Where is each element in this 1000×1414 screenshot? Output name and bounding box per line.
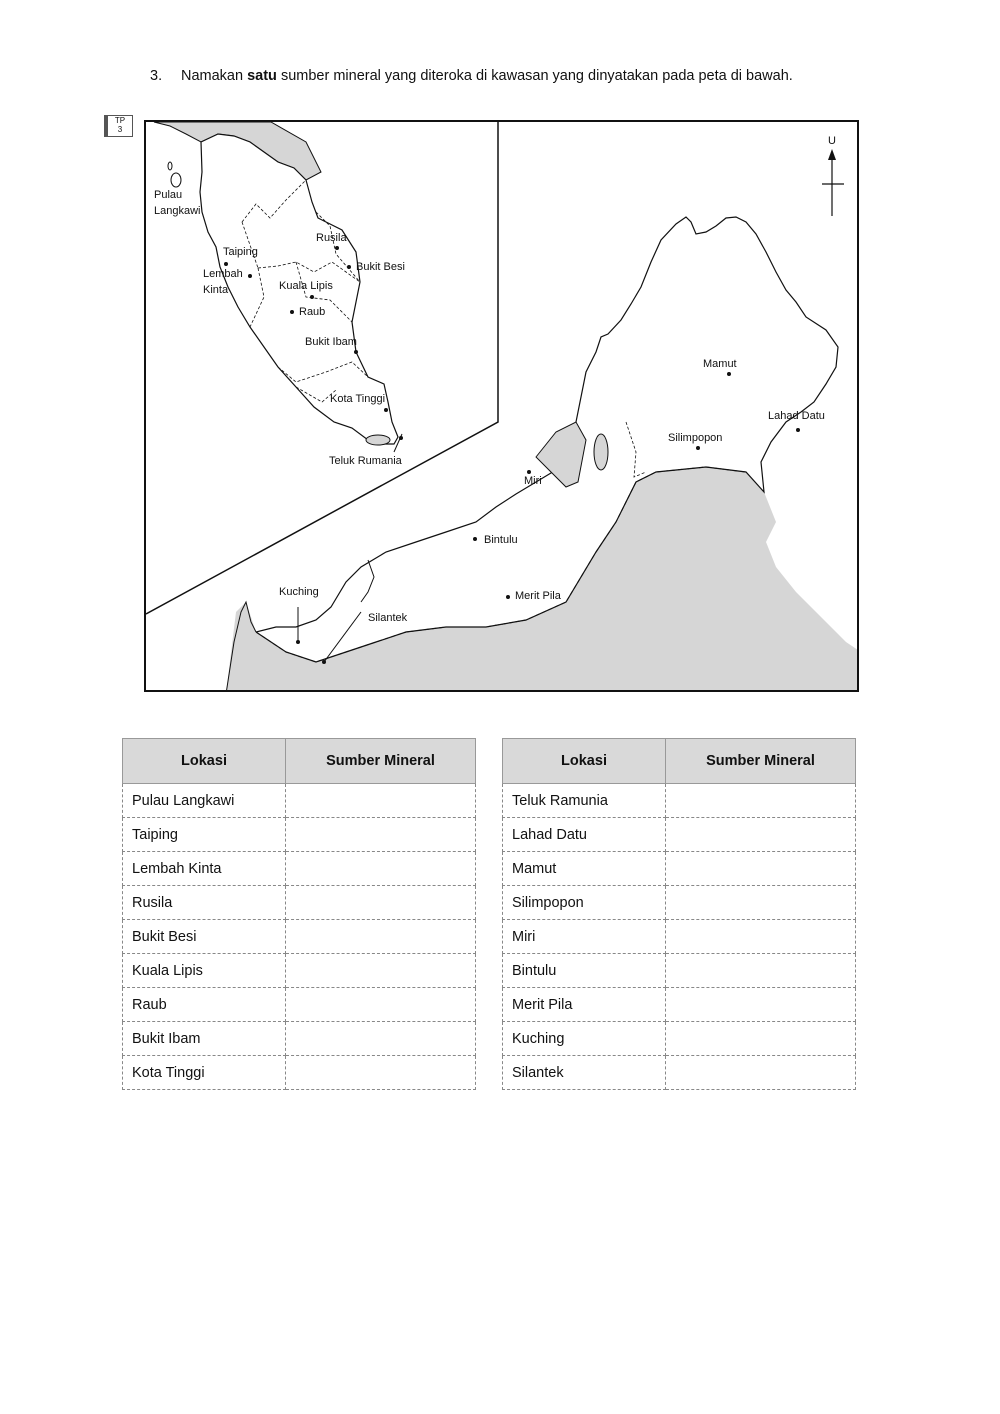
table-row: [123, 920, 476, 954]
table-row: [503, 818, 856, 852]
header-lokasi: Lokasi: [123, 739, 286, 784]
tp-badge-line1: TP: [114, 116, 126, 125]
location-cell: Lahad Datu: [503, 818, 666, 852]
question-number: 3.: [150, 68, 163, 84]
mineral-answer-cell[interactable]: [286, 988, 476, 1022]
table-row: [503, 886, 856, 920]
table-row: [123, 988, 476, 1022]
table-header-row: [123, 739, 476, 784]
label-kota-tinggi: Kota Tinggi: [330, 393, 386, 405]
mineral-answer-cell[interactable]: [286, 1022, 476, 1056]
mineral-answer-cell[interactable]: [666, 818, 856, 852]
location-cell: Kuala Lipis: [123, 954, 286, 988]
location-cell: Raub: [123, 988, 286, 1022]
label-miri: Miri: [524, 475, 542, 487]
location-cell: Bukit Besi: [123, 920, 286, 954]
dot-mamut: [727, 372, 731, 376]
question-text-after: sumber mineral yang diteroka di kawasan yang dinyatakan pada peta di bawah.: [276, 68, 793, 84]
mineral-answer-cell[interactable]: [666, 852, 856, 886]
label-silimpopon: Silimpopon: [668, 432, 723, 444]
dot-teluk-rumania: [399, 436, 403, 440]
mineral-answer-cell[interactable]: [286, 886, 476, 920]
header-sumber-mineral: Sumber Mineral: [666, 739, 856, 784]
dot-taiping: [224, 262, 228, 266]
header-sumber-mineral: Sumber Mineral: [286, 739, 476, 784]
location-cell: Miri: [503, 920, 666, 954]
dot-kuala-lipis: [310, 295, 314, 299]
table-row: [123, 954, 476, 988]
label-kuching: Kuching: [279, 586, 319, 598]
location-cell: Bukit Ibam: [123, 1022, 286, 1056]
location-table-left: [122, 738, 476, 1090]
mineral-answer-cell[interactable]: [666, 1022, 856, 1056]
table-row: [503, 852, 856, 886]
mineral-answer-cell[interactable]: [666, 954, 856, 988]
table-row: [503, 1056, 856, 1090]
location-cell: Merit Pila: [503, 988, 666, 1022]
mineral-answer-cell[interactable]: [286, 852, 476, 886]
label-pulau: Pulau: [154, 189, 183, 201]
tp-badge: [104, 115, 133, 137]
dot-kuching: [296, 640, 300, 644]
table-row: [123, 784, 476, 818]
label-raub: Raub: [299, 306, 326, 318]
label-bintulu: Bintulu: [484, 534, 518, 546]
dot-silimpopon: [696, 446, 700, 450]
label-lahad-datu: Lahad Datu: [768, 410, 825, 422]
question-text-before: Namakan: [181, 68, 248, 84]
location-table-right: [502, 738, 856, 1090]
table-row: [503, 920, 856, 954]
question-text-bold: satu: [247, 68, 277, 84]
label-bukit-besi: Bukit Besi: [356, 261, 405, 273]
table-header-row: [503, 739, 856, 784]
location-cell: Pulau Langkawi: [123, 784, 286, 818]
dot-bukit-besi: [347, 265, 351, 269]
label-rusila: Rusila: [316, 232, 347, 244]
dot-bukit-ibam: [354, 350, 358, 354]
table-row: [123, 1022, 476, 1056]
map-svg: [146, 122, 859, 692]
label-bukit-ibam: Bukit Ibam: [305, 336, 357, 348]
location-cell: Silimpopon: [503, 886, 666, 920]
malaysia-map: [144, 120, 859, 692]
table-row: [123, 1056, 476, 1090]
location-cell: Mamut: [503, 852, 666, 886]
label-silantek: Silantek: [368, 612, 408, 624]
dot-rusila: [335, 246, 339, 250]
dot-merit-pila: [506, 595, 510, 599]
question-text: [150, 68, 793, 84]
header-lokasi: Lokasi: [503, 739, 666, 784]
dot-kota-tinggi: [384, 408, 388, 412]
mineral-answer-cell[interactable]: [286, 1056, 476, 1090]
label-kuala-lipis: Kuala Lipis: [279, 280, 333, 292]
label-kinta: Kinta: [203, 284, 229, 296]
location-cell: Kota Tinggi: [123, 1056, 286, 1090]
table-row: [503, 1022, 856, 1056]
north-label: U: [828, 135, 836, 147]
label-langkawi: Langkawi: [154, 205, 201, 217]
label-mamut: Mamut: [703, 358, 737, 370]
table-row: [503, 988, 856, 1022]
singapore: [366, 435, 390, 445]
mineral-answer-cell[interactable]: [666, 988, 856, 1022]
mineral-answer-cell[interactable]: [666, 1056, 856, 1090]
label-lembah: Lembah: [203, 268, 243, 280]
mineral-answer-cell[interactable]: [666, 886, 856, 920]
table-row: [503, 784, 856, 818]
location-cell: Teluk Ramunia: [503, 784, 666, 818]
dot-lahad-datu: [796, 428, 800, 432]
mineral-answer-cell[interactable]: [286, 954, 476, 988]
location-cell: Rusila: [123, 886, 286, 920]
table-row: [123, 852, 476, 886]
mineral-answer-cell[interactable]: [286, 920, 476, 954]
table-row: [503, 954, 856, 988]
location-cell: Silantek: [503, 1056, 666, 1090]
langkawi-islet: [168, 162, 172, 170]
mineral-answer-cell[interactable]: [286, 818, 476, 852]
table-row: [123, 818, 476, 852]
dot-bintulu: [473, 537, 477, 541]
dot-raub: [290, 310, 294, 314]
location-cell: Taiping: [123, 818, 286, 852]
label-teluk-rumania: Teluk Rumania: [329, 455, 402, 467]
brunei-temburong: [594, 434, 608, 470]
tp-badge-line2: 3: [117, 125, 123, 134]
mineral-answer-cell[interactable]: [286, 784, 476, 818]
location-cell: Lembah Kinta: [123, 852, 286, 886]
mineral-answer-cell[interactable]: [666, 784, 856, 818]
mineral-answer-cell[interactable]: [666, 920, 856, 954]
location-cell: Bintulu: [503, 954, 666, 988]
north-arrow: [822, 149, 844, 216]
table-row: [123, 886, 476, 920]
label-merit-pila: Merit Pila: [515, 590, 561, 602]
label-taiping: Taiping: [223, 246, 258, 258]
dot-silantek: [322, 660, 326, 664]
dot-miri: [527, 470, 531, 474]
location-cell: Kuching: [503, 1022, 666, 1056]
langkawi-island: [171, 173, 181, 187]
dot-lembah-kinta: [248, 274, 252, 278]
